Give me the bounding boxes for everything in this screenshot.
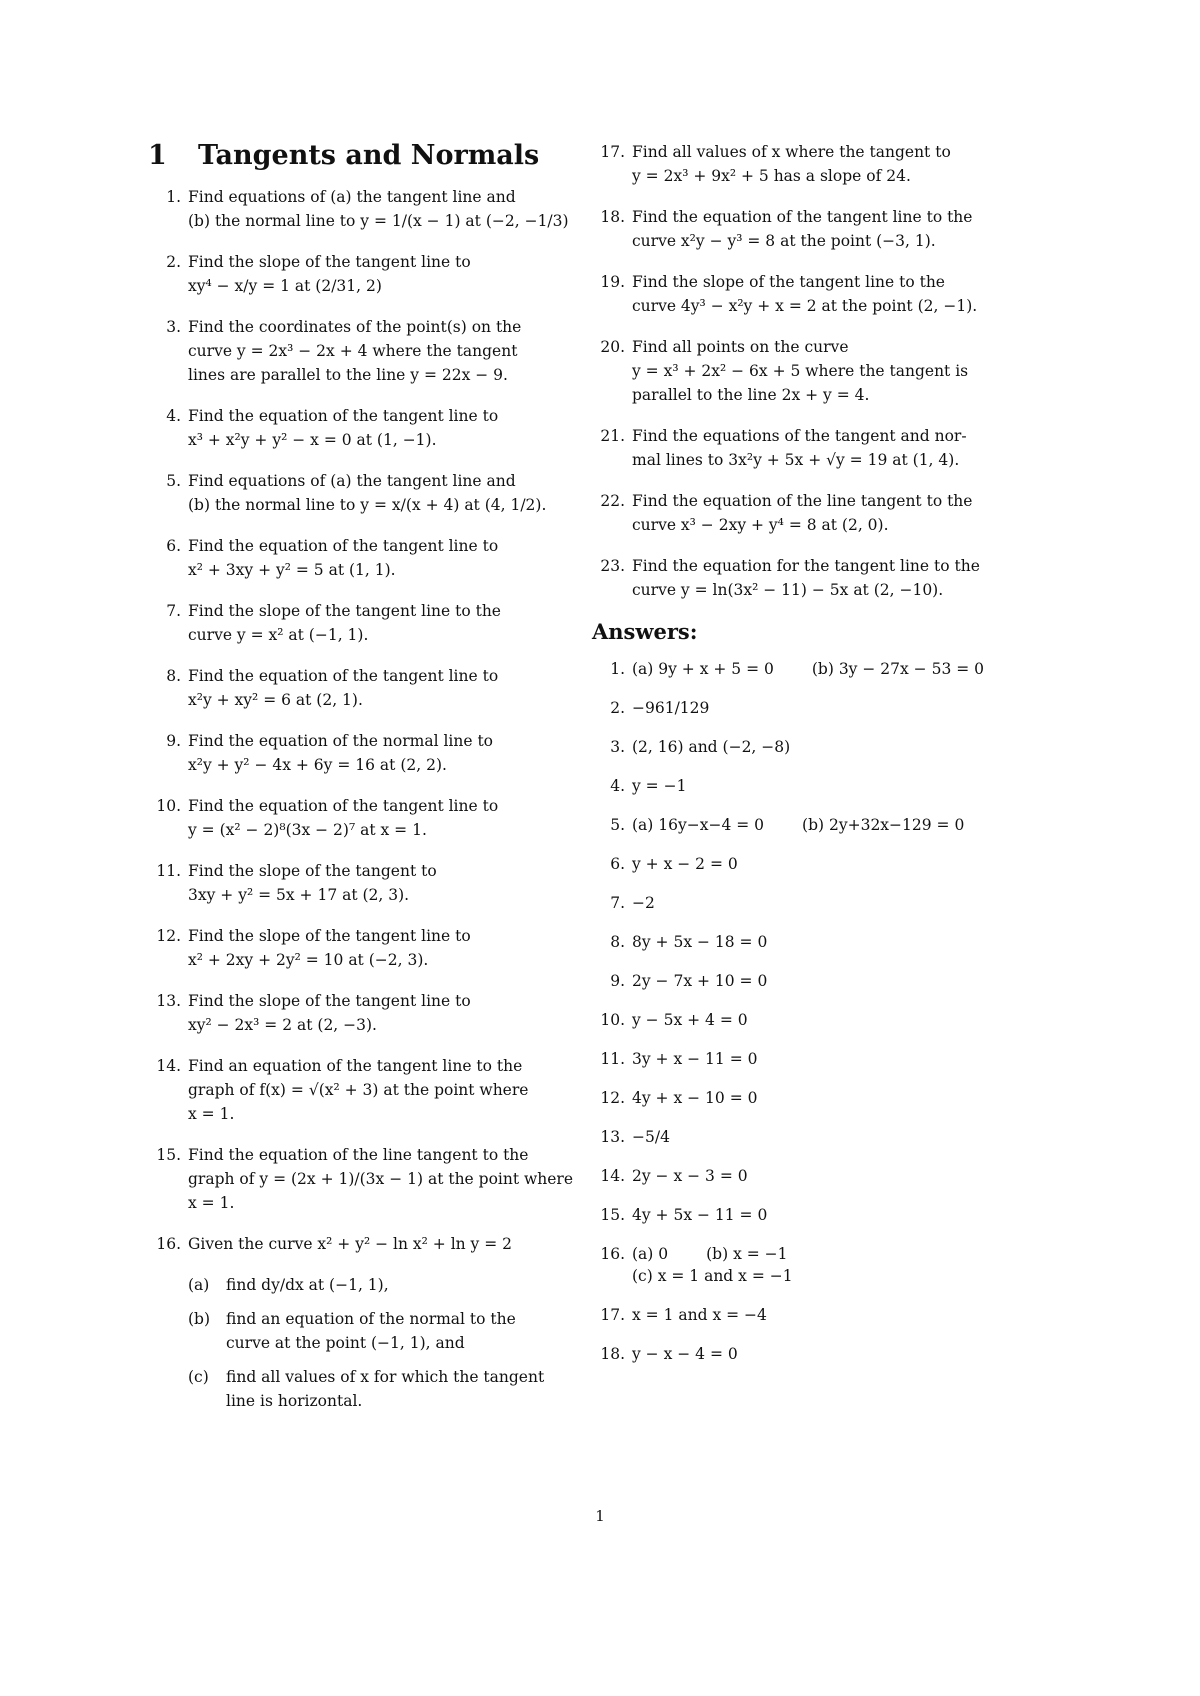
- problem-item: [592, 335, 1024, 407]
- answer-text: [632, 775, 1024, 797]
- problem-text: [632, 554, 1024, 602]
- problem-line: Find an equation of the tangent line to the: [188, 1057, 523, 1075]
- problem-text: [632, 205, 1024, 253]
- answer-text: [632, 736, 1024, 758]
- problem-line: Find the slope of the tangent to: [188, 862, 437, 880]
- answer-number: 10.: [600, 1011, 625, 1029]
- problem-item: [148, 185, 578, 233]
- subpart-text: [226, 1365, 578, 1413]
- answer-part-a: (a) 16y−x−4 = 0: [632, 816, 765, 834]
- problem-line: Find the slope of the tangent line to: [188, 992, 471, 1010]
- problem-line: parallel to the line 2x + y = 4.: [632, 386, 870, 404]
- problem-line: xy⁴ − x/y = 1 at (2/31, 2): [188, 277, 382, 295]
- answer-text: [632, 1009, 1024, 1031]
- answer-text: [632, 1343, 1024, 1365]
- problem-text: [188, 859, 578, 907]
- problem-line: Find equations of (a) the tangent line and: [188, 188, 516, 206]
- problem-line: Find the equations of the tangent and nor-: [632, 427, 967, 445]
- answer-item: [592, 1343, 1024, 1365]
- problem-16-parts: [148, 1273, 578, 1413]
- answer-part-b: (b) 2y+32x−129 = 0: [802, 816, 965, 834]
- answer-number: 9.: [610, 972, 625, 990]
- subpart-text: [226, 1273, 578, 1297]
- problem-line: Find the equation of the tangent line to: [188, 537, 499, 555]
- problem-line: curve y = x² at (−1, 1).: [188, 626, 369, 644]
- problem-line: y = (x² − 2)⁸(3x − 2)⁷ at x = 1.: [188, 821, 427, 839]
- answer-number: 6.: [610, 855, 625, 873]
- problem-item: [148, 794, 578, 842]
- answer-list: [592, 658, 1024, 1365]
- answer-part-a: y = −1: [632, 777, 687, 795]
- problem-list-left: [148, 185, 578, 1256]
- answer-number: 11.: [600, 1050, 625, 1068]
- problem-number: 17.: [600, 143, 625, 161]
- answer-item: [592, 1126, 1024, 1148]
- subpart-label: (a): [188, 1276, 210, 1294]
- problem-line: Find the equation of the tangent line to: [188, 667, 499, 685]
- problem-item: [592, 270, 1024, 318]
- answer-number: 8.: [610, 933, 625, 951]
- problem-text: [188, 989, 578, 1037]
- problem-line: Find the slope of the tangent line to: [188, 253, 471, 271]
- problem-text: [188, 404, 578, 452]
- problem-line: mal lines to 3x²y + 5x + √y = 19 at (1, 4).: [632, 451, 960, 469]
- problem-list-right: [592, 140, 1024, 602]
- section-title: Tangents and Normals: [198, 140, 540, 171]
- subpart-line: curve at the point (−1, 1), and: [226, 1334, 465, 1352]
- problem-line: x² + 2xy + 2y² = 10 at (−2, 3).: [188, 951, 429, 969]
- answer-item: [592, 775, 1024, 797]
- answer-number: 7.: [610, 894, 625, 912]
- problem-text: [188, 250, 578, 298]
- answer-item: [592, 1087, 1024, 1109]
- problem-item: [148, 989, 578, 1037]
- answer-item: [592, 892, 1024, 914]
- answer-part-a: (2, 16) and (−2, −8): [632, 738, 791, 756]
- problem-item: [148, 1054, 578, 1126]
- answer-part-a: 2y − 7x + 10 = 0: [632, 972, 768, 990]
- answer-number: 3.: [610, 738, 625, 756]
- problem-number: 8.: [166, 667, 181, 685]
- answer-text: [632, 1126, 1024, 1148]
- answer-item: [592, 970, 1024, 992]
- answer-part-a: (a) 9y + x + 5 = 0: [632, 660, 774, 678]
- problem-item: [148, 1143, 578, 1215]
- problem-text: [188, 924, 578, 972]
- problem-item: [148, 729, 578, 777]
- problem-item: [592, 489, 1024, 537]
- right-column: [592, 140, 1024, 1382]
- problem-line: Find the coordinates of the point(s) on the: [188, 318, 522, 336]
- problem-line: graph of y = (2x + 1)/(3x − 1) at the point where: [188, 1170, 574, 1188]
- answer-item: [592, 1009, 1024, 1031]
- problem-text: [188, 794, 578, 842]
- problem-item: [592, 424, 1024, 472]
- answer-part-a: y − 5x + 4 = 0: [632, 1011, 748, 1029]
- problem-item: [592, 205, 1024, 253]
- answer-item: [592, 1204, 1024, 1226]
- answer-line: [632, 814, 1024, 836]
- answer-number: 4.: [610, 777, 625, 795]
- problem-text: [188, 599, 578, 647]
- problem-text: [188, 1054, 578, 1126]
- problem-item: [148, 599, 578, 647]
- answer-number: 15.: [600, 1206, 625, 1224]
- answer-text: [632, 1048, 1024, 1070]
- answer-text: [632, 697, 1024, 719]
- problem-line: Find all points on the curve: [632, 338, 849, 356]
- problem-number: 10.: [156, 797, 181, 815]
- answer-line: [632, 853, 1024, 875]
- answer-number: 5.: [610, 816, 625, 834]
- problem-number: 2.: [166, 253, 181, 271]
- problem-line: y = 2x³ + 9x² + 5 has a slope of 24.: [632, 167, 911, 185]
- problem-text: [188, 185, 578, 233]
- answer-part-a: −5/4: [632, 1128, 670, 1146]
- answer-line: [632, 1304, 1024, 1326]
- problem-number: 4.: [166, 407, 181, 425]
- answer-part-a: 4y + x − 10 = 0: [632, 1089, 758, 1107]
- problem-line: x²y + y² − 4x + 6y = 16 at (2, 2).: [188, 756, 447, 774]
- answer-number: 16.: [600, 1245, 625, 1263]
- problem-text: [188, 1143, 578, 1215]
- answer-number: 12.: [600, 1089, 625, 1107]
- problem-item: [148, 469, 578, 517]
- answer-part-a: 2y − x − 3 = 0: [632, 1167, 748, 1185]
- problem-line: curve x²y − y³ = 8 at the point (−3, 1).: [632, 232, 936, 250]
- answer-line: [632, 1009, 1024, 1031]
- answer-part-a: x = 1 and x = −4: [632, 1306, 767, 1324]
- subpart-line: find all values of x for which the tangent: [226, 1368, 545, 1386]
- answer-part-a: −2: [632, 894, 655, 912]
- answer-part-a: y + x − 2 = 0: [632, 855, 738, 873]
- problem-line: x²y + xy² = 6 at (2, 1).: [188, 691, 363, 709]
- problem-line: y = x³ + 2x² − 6x + 5 where the tangent is: [632, 362, 969, 380]
- answer-line: [632, 1126, 1024, 1148]
- answer-part-b: (b) 3y − 27x − 53 = 0: [811, 660, 985, 678]
- answer-part-c: (c) x = 1 and x = −1: [632, 1267, 793, 1285]
- problem-line: xy² − 2x³ = 2 at (2, −3).: [188, 1016, 377, 1034]
- subpart-item: [188, 1307, 578, 1355]
- problem-text: [188, 664, 578, 712]
- answer-line: [632, 658, 1024, 680]
- problem-line: Given the curve x² + y² − ln x² + ln y = 2: [188, 1235, 513, 1253]
- problem-item: [148, 404, 578, 452]
- subpart-item: [188, 1365, 578, 1413]
- problem-line: Find the equation of the normal line to: [188, 732, 494, 750]
- problem-item: [148, 664, 578, 712]
- answer-number: 17.: [600, 1306, 625, 1324]
- problem-line: curve 4y³ − x²y + x = 2 at the point (2, −1).: [632, 297, 978, 315]
- answer-line: [632, 1343, 1024, 1365]
- left-column: [148, 140, 578, 1423]
- answer-part-b: (b) x = −1: [706, 1245, 788, 1263]
- subpart-label: (c): [188, 1368, 209, 1386]
- problem-text: [188, 315, 578, 387]
- answer-text: [632, 1087, 1024, 1109]
- answer-line: [632, 697, 1024, 719]
- answer-item: [592, 697, 1024, 719]
- answer-text: [632, 1304, 1024, 1326]
- answer-line: [632, 892, 1024, 914]
- problem-line: Find the slope of the tangent line to the: [632, 273, 945, 291]
- problem-line: Find the equation for the tangent line to the: [632, 557, 980, 575]
- problem-item: [148, 859, 578, 907]
- answer-item: [592, 931, 1024, 953]
- problem-line: Find the slope of the tangent line to the: [188, 602, 501, 620]
- problem-item: [592, 554, 1024, 602]
- problem-number: 16.: [156, 1235, 181, 1253]
- subpart-line: find an equation of the normal to the: [226, 1310, 516, 1328]
- problem-line: curve y = 2x³ − 2x + 4 where the tangent: [188, 342, 518, 360]
- answer-text: [632, 658, 1024, 680]
- answer-line: [632, 736, 1024, 758]
- problem-text: [188, 469, 578, 517]
- answer-number: 14.: [600, 1167, 625, 1185]
- answer-text: [632, 1165, 1024, 1187]
- answer-line: [632, 775, 1024, 797]
- problem-line: Find the slope of the tangent line to: [188, 927, 471, 945]
- problem-number: 9.: [166, 732, 181, 750]
- page-number: 1: [595, 1507, 605, 1525]
- problem-line: x³ + x²y + y² − x = 0 at (1, −1).: [188, 431, 437, 449]
- problem-line: 3xy + y² = 5x + 17 at (2, 3).: [188, 886, 410, 904]
- answer-line: [632, 1048, 1024, 1070]
- problem-item: [148, 924, 578, 972]
- problem-number: 21.: [600, 427, 625, 445]
- problem-number: 12.: [156, 927, 181, 945]
- problem-number: 20.: [600, 338, 625, 356]
- problem-number: 19.: [600, 273, 625, 291]
- section-number: 1: [148, 140, 167, 171]
- problem-line: curve x³ − 2xy + y⁴ = 8 at (2, 0).: [632, 516, 889, 534]
- problem-text: [188, 534, 578, 582]
- problem-line: curve y = ln(3x² − 11) − 5x at (2, −10).: [632, 581, 944, 599]
- problem-item: [592, 140, 1024, 188]
- problem-number: 14.: [156, 1057, 181, 1075]
- problem-text: [632, 489, 1024, 537]
- answer-part-a: 3y + x − 11 = 0: [632, 1050, 758, 1068]
- answer-number: 18.: [600, 1345, 625, 1363]
- problem-item: [148, 534, 578, 582]
- problem-line: (b) the normal line to y = x/(x + 4) at (4, 1/2).: [188, 496, 547, 514]
- problem-line: x = 1.: [188, 1105, 235, 1123]
- answer-item: [592, 1165, 1024, 1187]
- answer-part-a: (a) 0: [632, 1245, 669, 1263]
- answer-part-a: 4y + 5x − 11 = 0: [632, 1206, 768, 1224]
- problem-line: Find all values of x where the tangent to: [632, 143, 951, 161]
- answers-heading: Answers:: [592, 619, 698, 644]
- answer-line: [632, 1165, 1024, 1187]
- problem-text: [188, 729, 578, 777]
- answer-number: 1.: [610, 660, 625, 678]
- problem-item: [148, 1232, 578, 1256]
- answer-line: [632, 970, 1024, 992]
- problem-line: lines are parallel to the line y = 22x − 9.: [188, 366, 508, 384]
- subpart-line: find dy/dx at (−1, 1),: [226, 1276, 389, 1294]
- subpart-text: [226, 1307, 578, 1355]
- problem-number: 11.: [156, 862, 181, 880]
- problem-line: Find the equation of the tangent line to: [188, 407, 499, 425]
- problem-item: [148, 315, 578, 387]
- answer-line: [632, 931, 1024, 953]
- problem-item: [148, 250, 578, 298]
- answer-text: [632, 814, 1024, 836]
- answer-text: [632, 892, 1024, 914]
- answer-item: [592, 658, 1024, 680]
- problem-number: 6.: [166, 537, 181, 555]
- problem-number: 3.: [166, 318, 181, 336]
- answer-number: 2.: [610, 699, 625, 717]
- answer-part-a: −961/129: [632, 699, 710, 717]
- problem-number: 22.: [600, 492, 625, 510]
- problem-line: Find the equation of the line tangent to the: [188, 1146, 529, 1164]
- answer-text: [632, 1243, 1024, 1287]
- problem-number: 1.: [166, 188, 181, 206]
- answer-item: [592, 1048, 1024, 1070]
- answer-line: [632, 1243, 1024, 1265]
- problem-line: x = 1.: [188, 1194, 235, 1212]
- subpart-label: (b): [188, 1310, 211, 1328]
- answer-text: [632, 853, 1024, 875]
- answer-item: [592, 814, 1024, 836]
- answer-text: [632, 931, 1024, 953]
- answer-item: [592, 736, 1024, 758]
- problem-text: [632, 424, 1024, 472]
- answer-item: [592, 1304, 1024, 1326]
- problem-number: 18.: [600, 208, 625, 226]
- answer-part-a: y − x − 4 = 0: [632, 1345, 738, 1363]
- problem-line: graph of f(x) = √(x² + 3) at the point where: [188, 1081, 529, 1099]
- problem-number: 13.: [156, 992, 181, 1010]
- answer-text: [632, 970, 1024, 992]
- problem-line: Find the equation of the tangent line to the: [632, 208, 973, 226]
- answer-item: [592, 1243, 1024, 1287]
- problem-text: [188, 1232, 578, 1256]
- problem-number: 5.: [166, 472, 181, 490]
- subpart-line: line is horizontal.: [226, 1392, 363, 1410]
- answer-item: [592, 853, 1024, 875]
- problem-text: [632, 270, 1024, 318]
- problem-line: Find the equation of the tangent line to: [188, 797, 499, 815]
- problem-number: 7.: [166, 602, 181, 620]
- section-heading: [148, 140, 578, 171]
- problem-text: [632, 335, 1024, 407]
- answer-line: [632, 1087, 1024, 1109]
- problem-line: Find the equation of the line tangent to the: [632, 492, 973, 510]
- subpart-item: [188, 1273, 578, 1297]
- problem-line: Find equations of (a) the tangent line and: [188, 472, 516, 490]
- problem-line: x² + 3xy + y² = 5 at (1, 1).: [188, 561, 396, 579]
- answer-text: [632, 1204, 1024, 1226]
- problem-text: [632, 140, 1024, 188]
- problem-number: 15.: [156, 1146, 181, 1164]
- answer-number: 13.: [600, 1128, 625, 1146]
- answer-part-a: 8y + 5x − 18 = 0: [632, 933, 768, 951]
- answer-line: [632, 1204, 1024, 1226]
- problem-number: 23.: [600, 557, 625, 575]
- problem-line: (b) the normal line to y = 1/(x − 1) at (−2, −1/3): [188, 212, 569, 230]
